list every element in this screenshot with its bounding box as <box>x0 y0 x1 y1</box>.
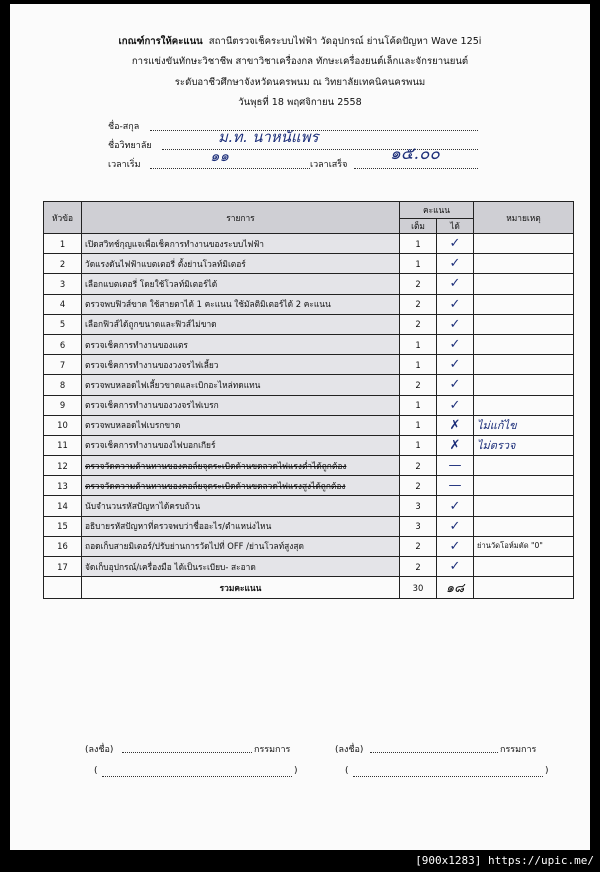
end-time-line <box>354 168 478 169</box>
total-full: 30 <box>400 577 437 599</box>
row-mark: ✓ <box>437 254 474 274</box>
table-header-row <box>44 202 574 219</box>
name-label: ชื่อ-สกุล <box>108 122 140 132</box>
row-no: 6 <box>44 334 82 354</box>
total-got: ๑๘ <box>437 577 474 599</box>
row-full: 1 <box>400 415 437 435</box>
end-time-label: เวลาเสร็จ <box>310 160 348 170</box>
signature-left-suffix: กรรมการ <box>254 745 291 755</box>
title-bold: เกณฑ์การให้คะแนน <box>118 36 203 47</box>
row-mark: ✓ <box>437 516 474 536</box>
row-note <box>474 334 574 354</box>
row-mark: ✓ <box>437 557 474 577</box>
row-full: 1 <box>400 234 437 254</box>
table-row <box>44 557 574 577</box>
header-got: ได้ <box>437 219 474 234</box>
row-full: 2 <box>400 274 437 294</box>
row-note <box>474 274 574 294</box>
row-note: ไม่ตรวจ <box>474 435 574 455</box>
row-note <box>474 557 574 577</box>
header-note: หมายเหตุ <box>474 202 574 234</box>
table-row <box>44 536 574 556</box>
row-full: 1 <box>400 355 437 375</box>
watermark-bar <box>0 850 600 872</box>
score-sheet <box>10 4 590 850</box>
signature-left-paren-close: ) <box>294 766 298 776</box>
row-no: 4 <box>44 294 82 314</box>
table-row <box>44 254 574 274</box>
row-mark: ✓ <box>437 496 474 516</box>
signature-right-paren-close: ) <box>545 766 549 776</box>
row-full: 1 <box>400 334 437 354</box>
table-row <box>44 456 574 476</box>
signature-right-prefix: (ลงชื่อ) <box>335 745 364 755</box>
row-note <box>474 254 574 274</box>
row-full: 2 <box>400 456 437 476</box>
row-item: อธิบายรหัสปัญหาที่ตรวจพบว่าชื่ออะไร/ตำแหน่งไหน <box>82 516 400 536</box>
total-note <box>474 577 574 599</box>
row-mark: ✓ <box>437 314 474 334</box>
row-item: เลือกฟิวส์ได้ถูกขนาดและฟิวส์ไม่ขาด <box>82 314 400 334</box>
table-row <box>44 334 574 354</box>
row-full: 2 <box>400 375 437 395</box>
total-blank <box>44 577 82 599</box>
competition-line: การแข่งขันทักษะวิชาชีพ สาขาวิชาเครื่องกล ทักษะเครื่องยนต์เล็กและจักรยานยนต์ <box>131 56 469 67</box>
row-full: 3 <box>400 496 437 516</box>
row-mark: ✓ <box>437 375 474 395</box>
table-row <box>44 274 574 294</box>
row-no: 5 <box>44 314 82 334</box>
row-note <box>474 456 574 476</box>
row-no: 2 <box>44 254 82 274</box>
row-no: 16 <box>44 536 82 556</box>
row-mark: ✓ <box>437 294 474 314</box>
row-full: 1 <box>400 435 437 455</box>
row-full: 1 <box>400 395 437 415</box>
row-note: ย่านวัดโอห์มตัด "0" <box>474 536 574 556</box>
row-no: 15 <box>44 516 82 536</box>
row-full: 2 <box>400 476 437 496</box>
row-mark: ✓ <box>437 334 474 354</box>
row-item: ตรวจเช็คการทำงานของแตร <box>82 334 400 354</box>
table-row <box>44 395 574 415</box>
signature-right-suffix: กรรมการ <box>500 745 537 755</box>
row-full: 2 <box>400 536 437 556</box>
row-note <box>474 476 574 496</box>
row-no: 12 <box>44 456 82 476</box>
signature-left-name-line <box>102 776 292 777</box>
row-mark: ✓ <box>437 395 474 415</box>
row-item: จัดเก็บอุปกรณ์/เครื่องมือ ได้เป็นระเบียบ- สะอาด <box>82 557 400 577</box>
row-no: 13 <box>44 476 82 496</box>
row-note <box>474 355 574 375</box>
header-full: เต็ม <box>400 219 437 234</box>
row-full: 2 <box>400 294 437 314</box>
row-note <box>474 234 574 254</box>
row-full: 3 <box>400 516 437 536</box>
header-score: คะแนน <box>400 202 474 219</box>
row-item: ตรวจเช็คการทำงานของวงจรไฟเลี้ยว <box>82 355 400 375</box>
header-no: หัวข้อ <box>44 202 82 234</box>
row-item: เปิดสวิทช์กุญแจเพื่อเช็คการทำงานของระบบไฟฟ้า <box>82 234 400 254</box>
row-item: ตรวจวัดความต้านทานของคอล์ยจุดระเบิดด้านขดลวดไฟแรงต่ำได้ถูกต้อง <box>82 456 400 476</box>
row-item: ตรวจวัดความต้านทานของคอล์ยจุดระเบิดด้านขดลวดไฟแรงสูงได้ถูกต้อง <box>82 476 400 496</box>
row-note <box>474 496 574 516</box>
signature-right-name-line <box>353 776 543 777</box>
signature-left-line <box>122 752 252 753</box>
sheet-title <box>10 34 590 49</box>
row-note <box>474 516 574 536</box>
row-item: ตรวจเช็คการทำงานของวงจรไฟเบรก <box>82 395 400 415</box>
table-row <box>44 496 574 516</box>
row-mark: ✓ <box>437 355 474 375</box>
total-row <box>44 577 574 599</box>
end-time-handwritten: ๑๕.๐๐ <box>390 144 440 164</box>
table-row <box>44 314 574 334</box>
row-no: 9 <box>44 395 82 415</box>
row-note <box>474 294 574 314</box>
table-row <box>44 435 574 455</box>
start-time-handwritten: ๑๑ <box>210 147 230 165</box>
row-mark: ✗ <box>437 415 474 435</box>
row-mark: ✗ <box>437 435 474 455</box>
score-table <box>43 201 574 599</box>
row-no: 7 <box>44 355 82 375</box>
row-mark: ✓ <box>437 274 474 294</box>
row-mark: — <box>437 476 474 496</box>
total-label: รวมคะแนน <box>82 577 400 599</box>
table-row <box>44 516 574 536</box>
table-row <box>44 476 574 496</box>
row-no: 14 <box>44 496 82 516</box>
row-no: 17 <box>44 557 82 577</box>
row-mark: ✓ <box>437 536 474 556</box>
row-full: 1 <box>400 254 437 274</box>
row-no: 10 <box>44 415 82 435</box>
table-row <box>44 355 574 375</box>
row-no: 11 <box>44 435 82 455</box>
signature-left-paren-open: ( <box>94 766 98 776</box>
table-row <box>44 415 574 435</box>
row-note <box>474 375 574 395</box>
row-no: 1 <box>44 234 82 254</box>
row-full: 2 <box>400 557 437 577</box>
start-time-line <box>150 168 310 169</box>
signature-left-prefix: (ลงชื่อ) <box>85 745 114 755</box>
row-item: ตรวจพบหลอดไฟเลี้ยวขาดและเบิกอะไหล่ทดแทน <box>82 375 400 395</box>
start-time-label: เวลาเริ่ม <box>108 160 141 170</box>
signature-right-paren-open: ( <box>345 766 349 776</box>
header-item: รายการ <box>82 202 400 234</box>
row-item: วัดแรงดันไฟฟ้าแบตเตอรี่ ตั้งย่านโวลท์มิเตอร์ <box>82 254 400 274</box>
row-item: ตรวจพบหลอดไฟเบรกขาด <box>82 415 400 435</box>
row-item: ถอดเก็บสายมิเตอร์/ปรับย่านการวัดไปที่ OFF /ย่านโวลท์สูงสุด <box>82 536 400 556</box>
row-item: ตรวจพบฟิวส์ขาด ใช้สายตาได้ 1 คะแนน ใช้มัลติมิเตอร์ได้ 2 คะแนน <box>82 294 400 314</box>
row-note: ไม่แก้ไข <box>474 415 574 435</box>
row-note <box>474 314 574 334</box>
row-no: 8 <box>44 375 82 395</box>
row-mark: — <box>437 456 474 476</box>
table-row <box>44 375 574 395</box>
date-line: วันพุธที่ 18 พฤศจิกายน 2558 <box>238 97 362 108</box>
row-item: ตรวจเช็คการทำงานของไฟบอกเกียร์ <box>82 435 400 455</box>
table-row <box>44 234 574 254</box>
watermark-text: [900x1283] https://upic.me/ <box>415 854 594 867</box>
row-item: เลือกแบตเตอรี่ โดยใช้โวลท์มิเตอร์ได้ <box>82 274 400 294</box>
row-no: 3 <box>44 274 82 294</box>
row-full: 2 <box>400 314 437 334</box>
row-note <box>474 395 574 415</box>
row-mark: ✓ <box>437 234 474 254</box>
row-item: นับจำนวนรหัสปัญหาได้ครบถ้วน <box>82 496 400 516</box>
table-row <box>44 294 574 314</box>
signature-right-line <box>370 752 498 753</box>
college-label: ชื่อวิทยาลัย <box>108 141 152 151</box>
venue-line: ระดับอาชีวศึกษาจังหวัดนครพนม ณ วิทยาลัยเทคนิคนครพนม <box>174 77 426 88</box>
college-handwritten: ม.ท. นาหนัแพร <box>218 128 319 146</box>
title-rest: สถานีตรวจเช็คระบบไฟฟ้า วัดอุปกรณ์ ย่านโค้ดปัญหา Wave 125i <box>208 36 482 47</box>
